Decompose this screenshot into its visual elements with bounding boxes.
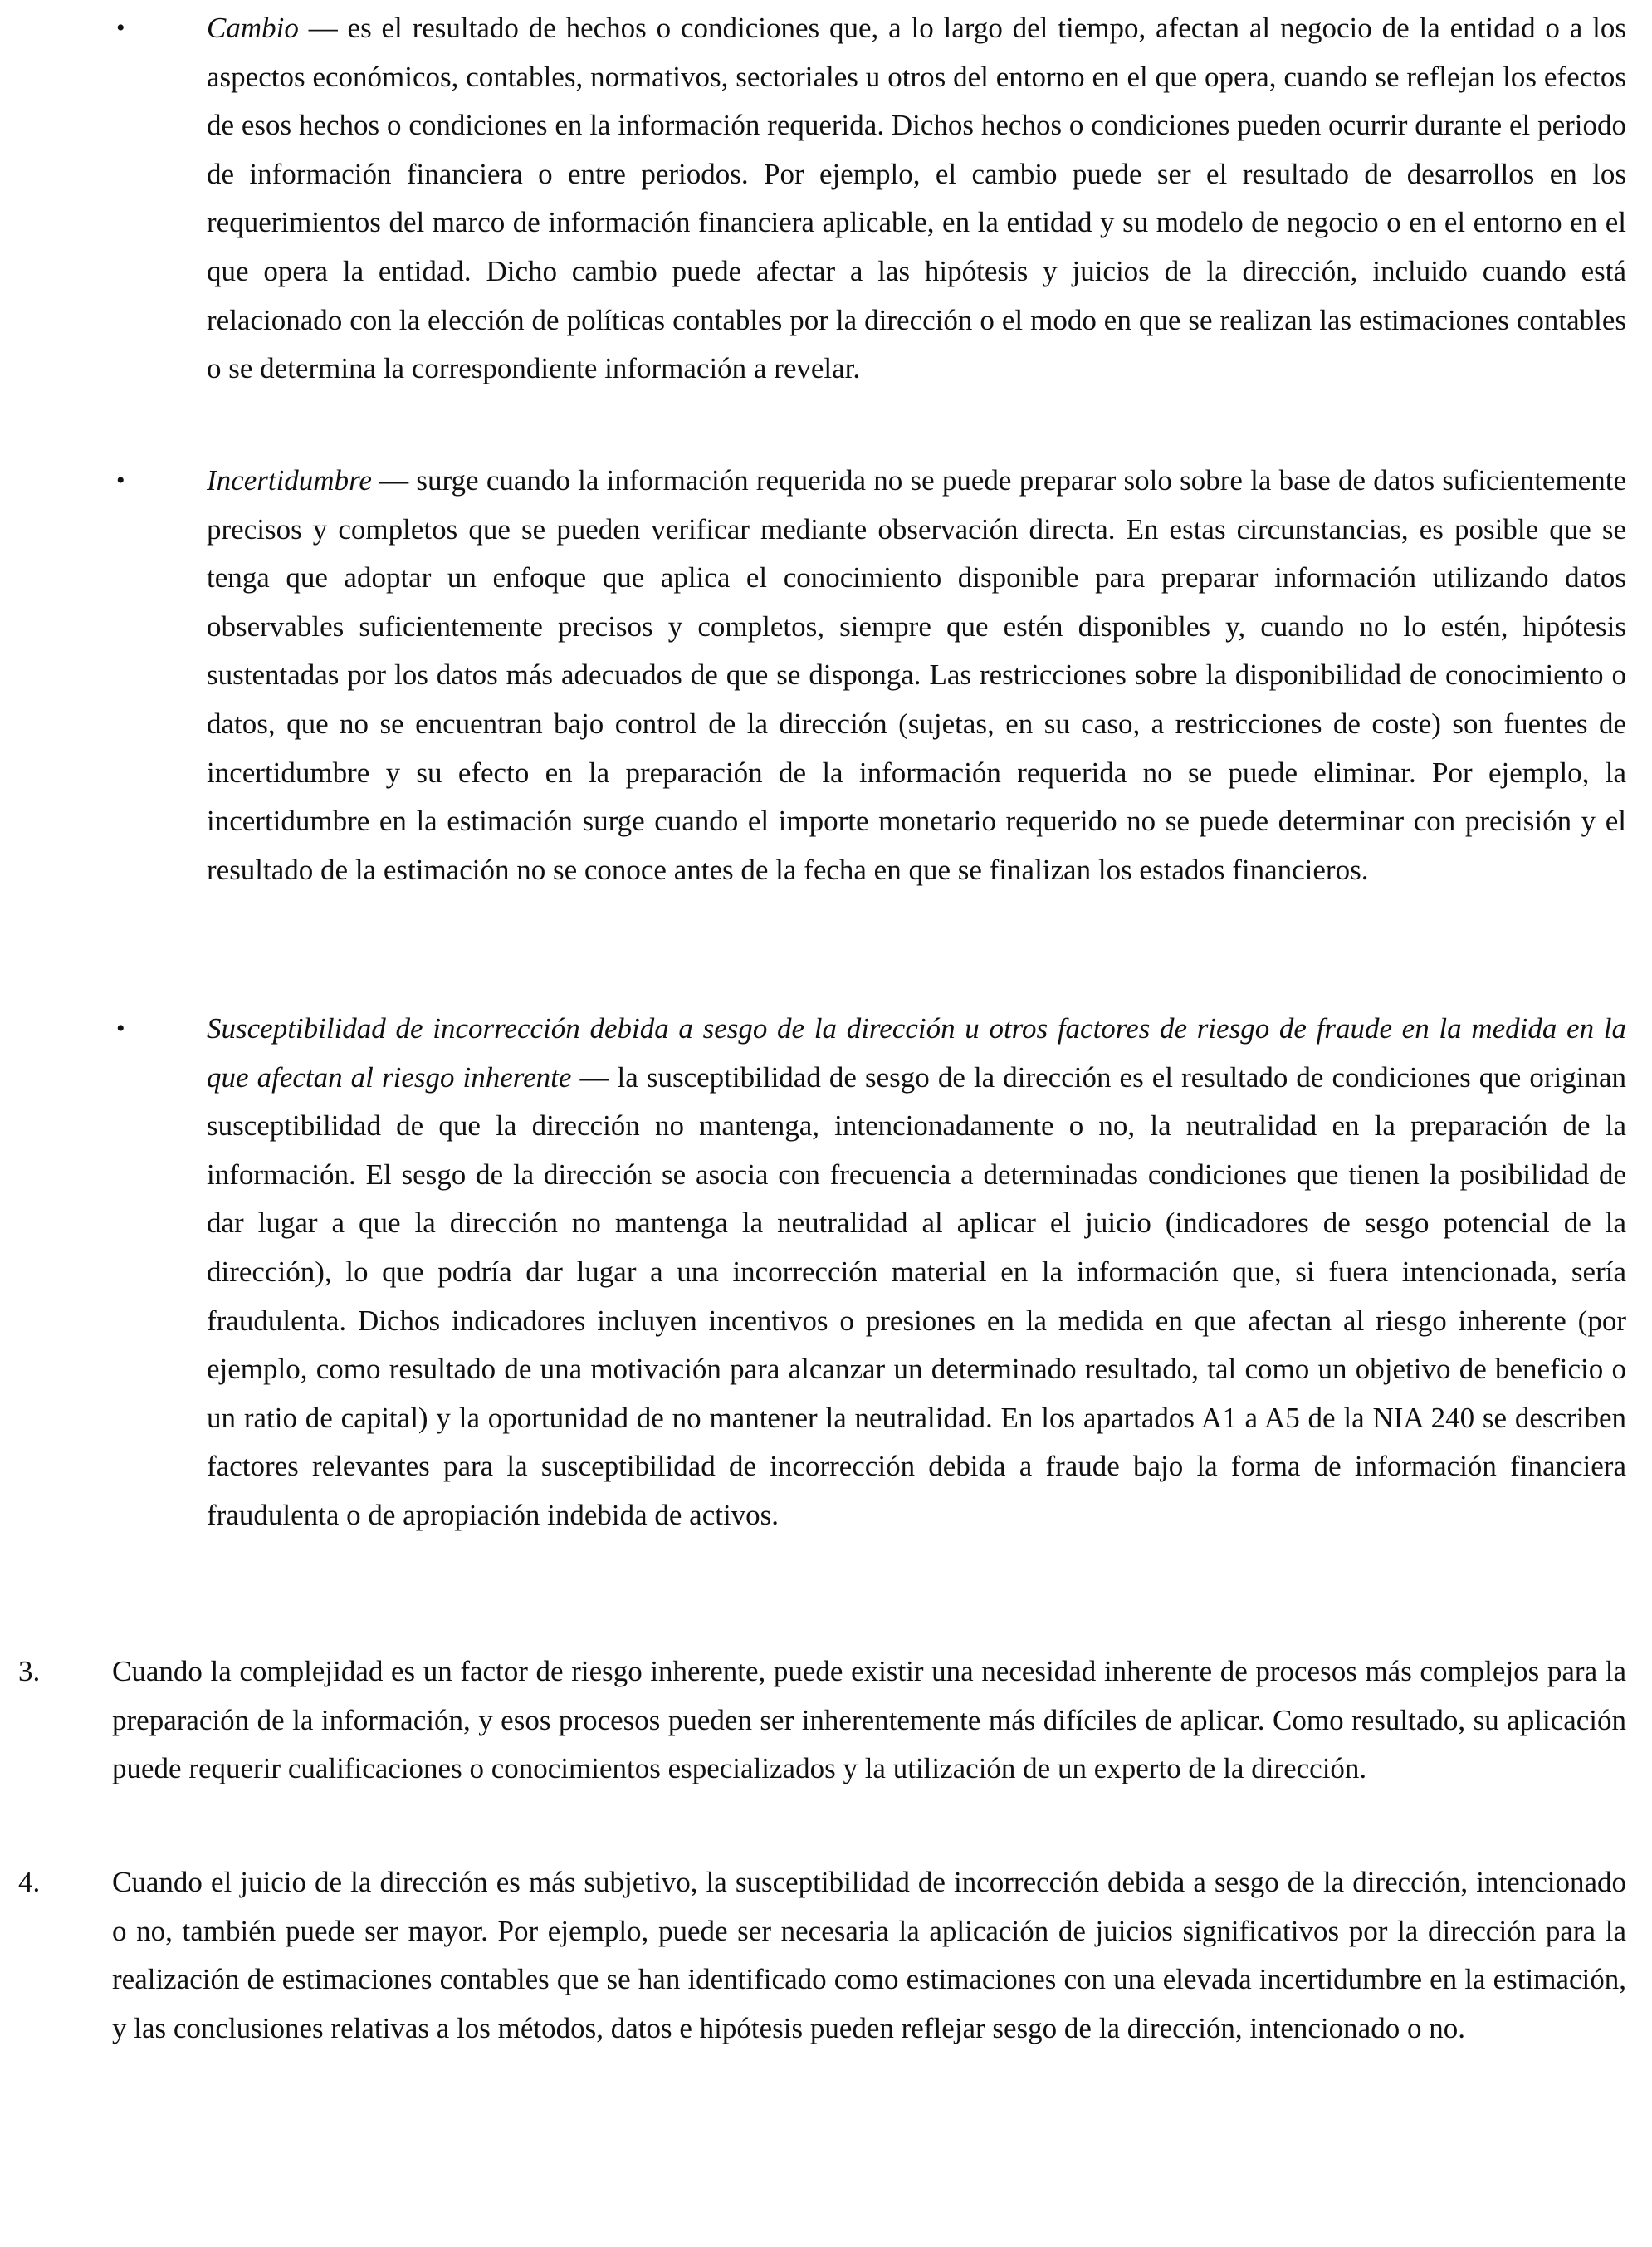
bullet-body: — surge cuando la información requerida no se puede preparar solo sobre la base de datos suficientemente precisos y completos que se pueden verificar mediante observación directa. En estas circunstancias, es posible que se tenga que adoptar un enfoque que aplica el conocimiento disponible para preparar información utilizando datos observables suficientemente precisos y completos, siempre que estén disponibles y, cuando no lo estén, hipótesis sustentadas por los datos más adecuados de que se disponga. Las restricciones sobre la disponibilidad de conocimiento o datos, que no se encuentran bajo control de la dirección (sujetas, en su caso, a restricciones de coste) son fuentes de incertidumbre y su efecto en la preparación de la información requerida no se puede eliminar. Por ejemplo, la incertidumbre en la estimación surge cuando el importe monetario requerido no se puede determinar con precisión y el resultado de la estimación no se conoce antes de la fecha en que se finalizan los estados financieros. (207, 464, 1626, 886)
paragraph-body: Cuando el juicio de la dirección es más subjetivo, la susceptibilidad de incorrección debida a sesgo de la dirección, intencionado o no, también puede ser mayor. Por ejemplo, puede ser necesaria la aplicación de juicios significativos por la dirección para la realización de estimaciones contables que se han identificado como estimaciones con una elevada incertidumbre en la estimación, y las conclusiones relativas a los métodos, datos e hipótesis pueden reflejar sesgo de la dirección, intencionado o no. (112, 1866, 1626, 2044)
term-label: Incertidumbre (207, 464, 372, 497)
bullet-body: — la susceptibilidad de sesgo de la dirección es el resultado de condiciones que originan susceptibilidad de que la dirección no mantenga, intencionadamente o no, la neutralidad en la preparación de la información. El sesgo de la dirección se asocia con frecuencia a determinadas condiciones que tienen la posibilidad de dar lugar a que la dirección no mantenga la neutralidad al aplicar el juicio (indicadores de sesgo potencial de la dirección), lo que podría dar lugar a una incorrección material en la información que, si fuera intencionada, sería fraudulenta. Dichos indicadores incluyen incentivos o presiones en la medida en que afectan al riesgo inherente (por ejemplo, como resultado de una motivación para alcanzar un determinado resultado, tal como un objetivo de beneficio o un ratio de capital) y la oportunidad de no mantener la neutralidad. En los apartados A1 a A5 de la NIA 240 se describen factores relevantes para la susceptibilidad de incorrección debida a fraude bajo la forma de información financiera fraudulenta o de apropiación indebida de activos. (207, 1060, 1627, 1531)
term-label: Susceptibilidad de incorrección debida a sesgo de la dirección u otros factores de riesgo de fraude en la medida en la que afectan al riesgo inherente (207, 1012, 1626, 1094)
bullet-paragraph (207, 4, 1626, 394)
term-label: Cambio (207, 12, 299, 44)
bullet-marker: • (116, 467, 125, 494)
paragraph-number: 3. (18, 1655, 41, 1687)
paragraph-body: Cuando la complejidad es un factor de riesgo inherente, puede existir una necesidad inherente de procesos más complejos para la preparación de la información, y esos procesos pueden ser inherentemente más difíciles de aplicar. Como resultado, su aplicación puede requerir cualificaciones o conocimientos especializados y la utilización de un experto de la dirección. (112, 1655, 1626, 1785)
bullet-paragraph (207, 1005, 1626, 1540)
bullet-paragraph (207, 457, 1626, 894)
paragraph-number: 4. (18, 1866, 41, 1898)
bullet-body: — es el resultado de hechos o condiciones que, a lo largo del tiempo, afectan al negocio de la entidad o a los aspectos económicos, contables, normativos, sectoriales u otros del entorno en el que opera, cuando se reflejan los efectos de esos hechos o condiciones en la información requerida. Dichos hechos o condiciones pueden ocurrir durante el periodo de información financiera o entre periodos. Por ejemplo, el cambio puede ser el resultado de desarrollos en los requerimientos del marco de información financiera aplicable, en la entidad y su modelo de negocio o en el entorno en el que opera la entidad. Dicho cambio puede afectar a las hipótesis y juicios de la dirección, incluido cuando está relacionado con la elección de políticas contables por la dirección o el modo en que se realizan las estimaciones contables o se determina la correspondiente información a revelar. (207, 12, 1626, 385)
bullet-marker: • (116, 14, 125, 42)
bullet-marker: • (116, 1015, 125, 1042)
